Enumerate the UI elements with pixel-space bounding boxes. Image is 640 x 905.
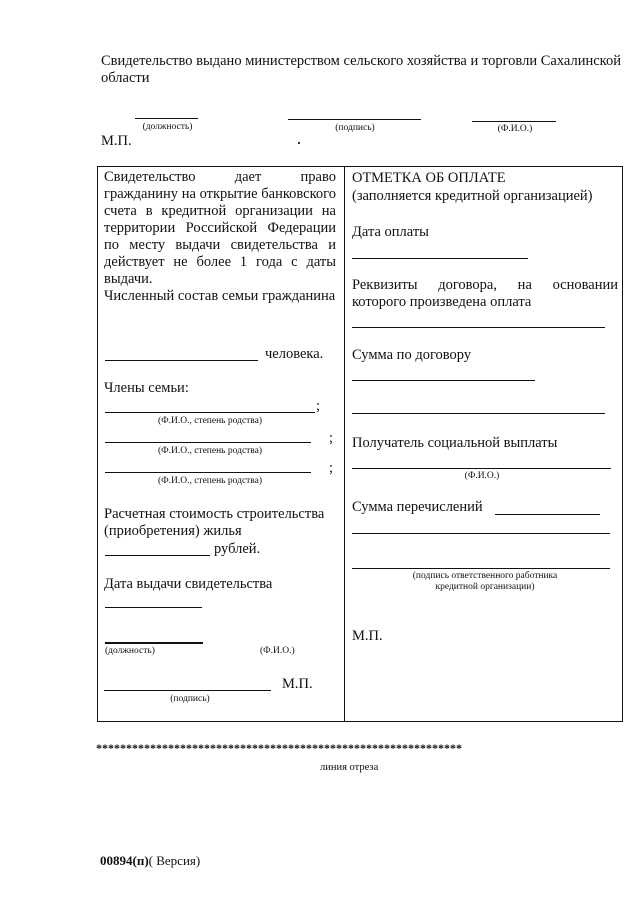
family-member-caption-2: (Ф.И.О., степень родства)	[157, 446, 263, 456]
issuer-signature-field[interactable]	[104, 690, 271, 691]
recipient-label: Получатель социальной выплаты	[352, 435, 558, 451]
form-code: 00894(п)	[100, 853, 149, 868]
position-line	[135, 118, 198, 119]
box-divider	[344, 166, 345, 722]
signature-caption: (подпись)	[335, 123, 375, 133]
bank-officer-signature-caption: (подпись ответственного работника кредитной организации)	[412, 571, 558, 592]
issuer-stamp-mark: М.П.	[282, 676, 313, 692]
semicolon-1: ;	[316, 398, 321, 414]
form-footer	[100, 853, 200, 868]
contract-sum-field[interactable]	[352, 380, 535, 381]
position-caption: (должность)	[142, 122, 193, 132]
bank-stamp-mark: М.П.	[352, 628, 383, 644]
fio-caption: (Ф.И.О.)	[497, 124, 533, 134]
family-count-field[interactable]	[105, 360, 258, 361]
family-count-label: Численный состав семьи гражданина	[104, 288, 336, 304]
payment-date-label: Дата оплаты	[352, 224, 429, 240]
contract-sum-label: Сумма по договору	[352, 347, 472, 363]
semicolon-3: ;	[329, 460, 334, 476]
contract-details-label: Реквизиты договора, на основании которого произведена оплата	[352, 277, 618, 310]
transfer-sum-label: Сумма перечислений	[352, 499, 483, 515]
rights-text: Свидетельство дает право гражданину на открытие банковского счета в кредитной организации на территории Российской Федерации по месту выдачи свидетельства и действует не более 1 года с даты выдачи.	[104, 169, 336, 287]
bank-officer-signature-field[interactable]	[352, 568, 610, 569]
cut-line-stars: *************************************************************	[96, 742, 462, 755]
family-member-caption-3: (Ф.И.О., степень родства)	[157, 476, 263, 486]
transfer-sum-field[interactable]	[495, 514, 600, 515]
payment-subtitle: (заполняется кредитной организацией)	[352, 188, 593, 204]
family-member-field-2[interactable]	[105, 442, 311, 443]
family-member-field-1[interactable]	[105, 412, 315, 413]
cut-line-label: линия отреза	[320, 762, 379, 773]
recipient-field[interactable]	[352, 468, 611, 469]
family-member-caption-1: (Ф.И.О., степень родства)	[157, 416, 263, 426]
cost-label: Расчетная стоимость строительства (приобретения) жилья	[104, 506, 325, 539]
issue-date-label: Дата выдачи свидетельства	[104, 576, 273, 592]
payment-date-field[interactable]	[352, 258, 528, 259]
contract-sum-extra-field[interactable]	[352, 413, 605, 414]
issuer-position-caption: (должность)	[105, 646, 155, 656]
form-version: ( Версия)	[148, 853, 201, 868]
persons-label: человека.	[265, 346, 324, 362]
issuer-fio-caption: (Ф.И.О.)	[260, 646, 295, 656]
issuer-signature-caption: (подпись)	[170, 694, 210, 704]
semicolon-2: ;	[329, 430, 334, 446]
issue-date-field[interactable]	[105, 607, 202, 608]
issued-by-text: Свидетельство выдано министерством сельского хозяйства и торговли Сахалинской области	[101, 53, 621, 86]
issuer-position-field[interactable]	[105, 642, 203, 644]
family-members-label: Члены семьи:	[104, 380, 189, 396]
payment-title: ОТМЕТКА ОБ ОПЛАТЕ	[352, 170, 506, 186]
transfer-sum-extra-field[interactable]	[352, 533, 610, 534]
fio-line	[472, 121, 556, 122]
family-member-field-3[interactable]	[105, 472, 311, 473]
contract-details-field[interactable]	[352, 327, 605, 328]
signature-line	[288, 119, 421, 120]
cost-field[interactable]	[105, 555, 210, 556]
recipient-caption: (Ф.И.О.)	[464, 471, 500, 481]
stamp-place-mark: М.П.	[101, 133, 132, 149]
rubles-label: рублей.	[214, 541, 261, 557]
scan-dot	[298, 142, 300, 144]
